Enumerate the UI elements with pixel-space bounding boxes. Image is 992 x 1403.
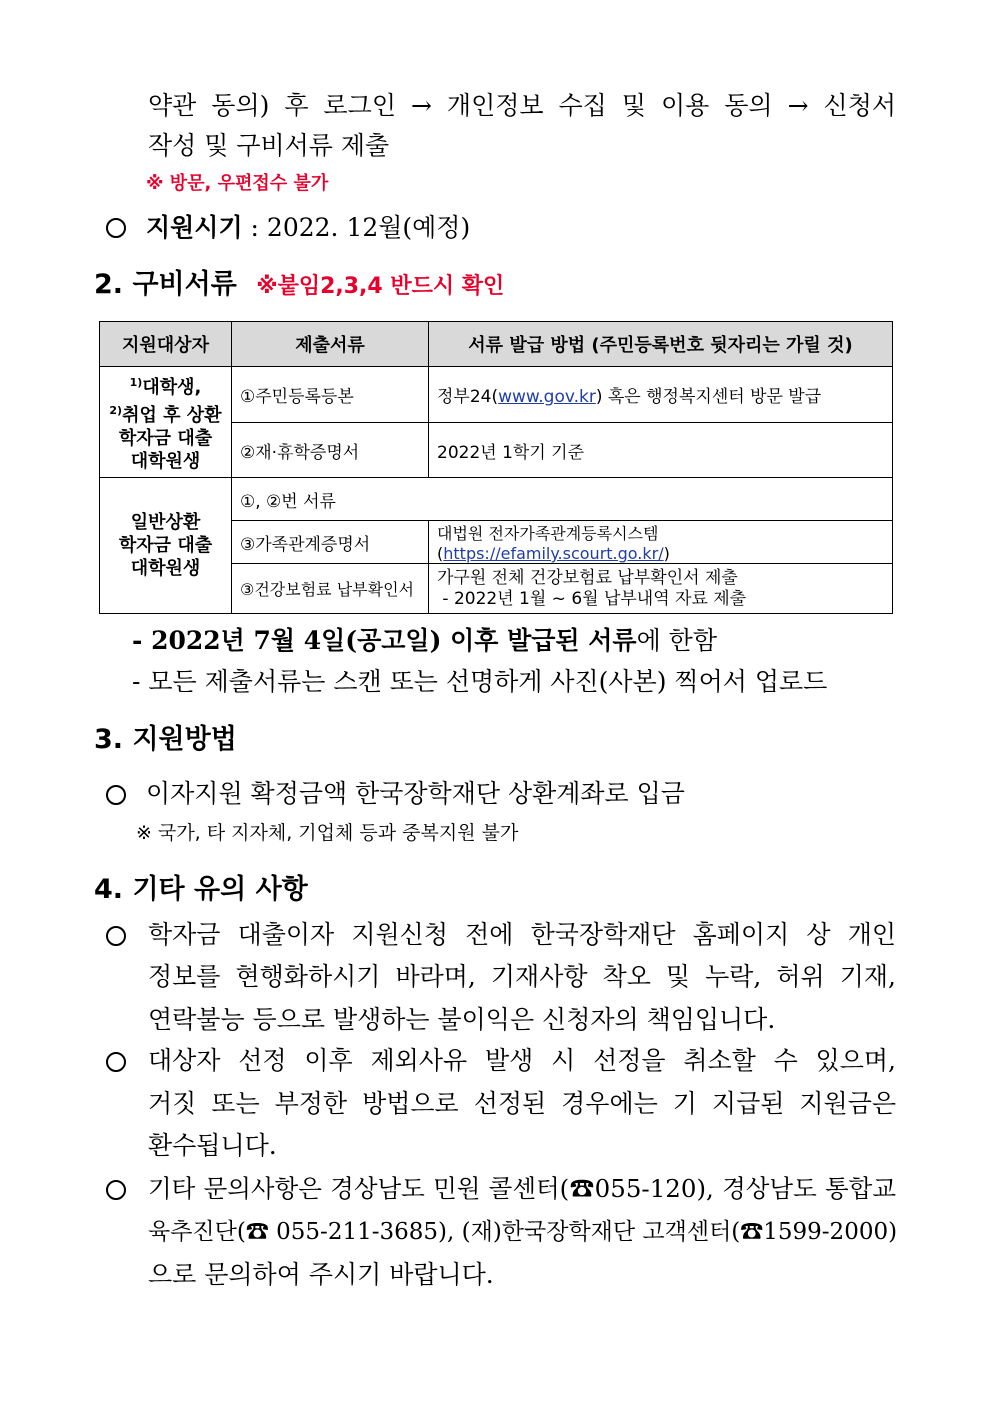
circle-bullet-icon (106, 218, 126, 238)
doc-same-as-above: ①, ②번 서류 (232, 478, 893, 521)
section-4-item-1-line-1: 학자금 대출이자 지원신청 전에 한국장학재단 홈페이지 상 개인 (148, 920, 896, 949)
doc-resident-register: ①주민등록등본 (232, 367, 429, 423)
header-target: 지원대상자 (100, 322, 232, 367)
section-2-title: 2. 구비서류 (94, 269, 237, 300)
note-issued-after: - 2022년 7월 4일(공고일) 이후 발급된 서류에 한함 (132, 626, 717, 655)
section-4-item-1-line-3: 연락불능 등으로 발생하는 불이익은 신청자의 책임입니다. (148, 1005, 776, 1034)
doc-family-cert: ③가족관계증명서 (232, 521, 429, 564)
group-1-target: $^{1)}$대학생, $^{2)}$취업 후 상환 학자금 대출 대학원생 (100, 367, 232, 478)
section-4-item-3-line-3: 으로 문의하여 주시기 바랍니다. (148, 1260, 494, 1289)
section-4-item-1-line-2: 정보를 현행화하시기 바라며, 기재사항 착오 및 누락, 허위 기재, (148, 962, 896, 991)
circle-bullet-icon (106, 1180, 126, 1200)
intro-line-2: 작성 및 구비서류 제출 (148, 131, 390, 160)
table-row (100, 367, 893, 423)
section-3-note: ※ 국가, 타 지자체, 기업체 등과 중복지원 불가 (136, 822, 519, 844)
table-row (100, 478, 893, 521)
group-2-target: 일반상환 학자금 대출 대학원생 (100, 478, 232, 614)
method-health-insurance: 가구원 전체 건강보험료 납부확인서 제출 - 2022년 1월 ~ 6월 납부내역 자료 제출 (429, 564, 893, 614)
doc-health-insurance: ③건강보험료 납부확인서 (232, 564, 429, 614)
support-period-value: : 2022. 12월(예정) (242, 213, 471, 242)
section-2-heading (94, 267, 504, 305)
header-method: 서류 발급 방법 (주민등록번호 뒷자리는 가릴 것) (429, 322, 893, 367)
section-3-title: 3. 지원방법 (94, 724, 237, 755)
method-family-cert: 대법원 전자가족관계등록시스템 (https://efamily.scourt.go.kr/) (429, 521, 893, 564)
method-resident-register: 정부24(www.gov.kr) 혹은 행정복지센터 방문 발급 (429, 367, 893, 423)
section-4-item-2-line-1: 대상자 선정 이후 제외사유 발생 시 선정을 취소할 수 있으며, (148, 1046, 896, 1075)
support-period (146, 211, 470, 245)
section-4-title: 4. 기타 유의 사항 (94, 874, 308, 905)
note-upload: - 모든 제출서류는 스캔 또는 선명하게 사진(사본) 찍어서 업로드 (132, 667, 828, 696)
intro-note: ※ 방문, 우편접수 불가 (146, 173, 329, 194)
doc-enrollment-cert: ②재·휴학증명서 (232, 423, 429, 478)
section-3-item-1: 이자지원 확정금액 한국장학재단 상환계좌로 입금 (146, 779, 685, 808)
section-4-item-2-line-3: 환수됩니다. (148, 1131, 277, 1160)
circle-bullet-icon (106, 785, 126, 805)
circle-bullet-icon (106, 926, 126, 946)
documents-table (99, 321, 893, 614)
table-header-row (100, 322, 893, 367)
support-period-label: 지원시기 (146, 213, 243, 242)
section-4-item-2-line-2: 거짓 또는 부정한 방법으로 선정된 경우에는 기 지급된 지원금은 (148, 1089, 896, 1118)
section-2-note: ※붙임2,3,4 반드시 확인 (256, 274, 505, 299)
efamily-link[interactable]: https://efamily.scourt.go.kr/ (443, 544, 664, 563)
section-4-item-3-line-1: 기타 문의사항은 경상남도 민원 콜센터(☎055-120), 경상남도 통합교 (148, 1174, 896, 1203)
header-documents: 제출서류 (232, 322, 429, 367)
method-enrollment-cert: 2022년 1학기 기준 (429, 423, 893, 478)
section-4-item-3-line-2: 육추진단(☎ 055-211-3685), (재)한국장학재단 고객센터(☎1599-2000) (148, 1219, 898, 1245)
circle-bullet-icon (106, 1052, 126, 1072)
gov24-link[interactable]: www.gov.kr (498, 387, 596, 407)
intro-line-1: 약관 동의) 후 로그인 → 개인정보 수집 및 이용 동의 → 신청서 (148, 91, 896, 120)
